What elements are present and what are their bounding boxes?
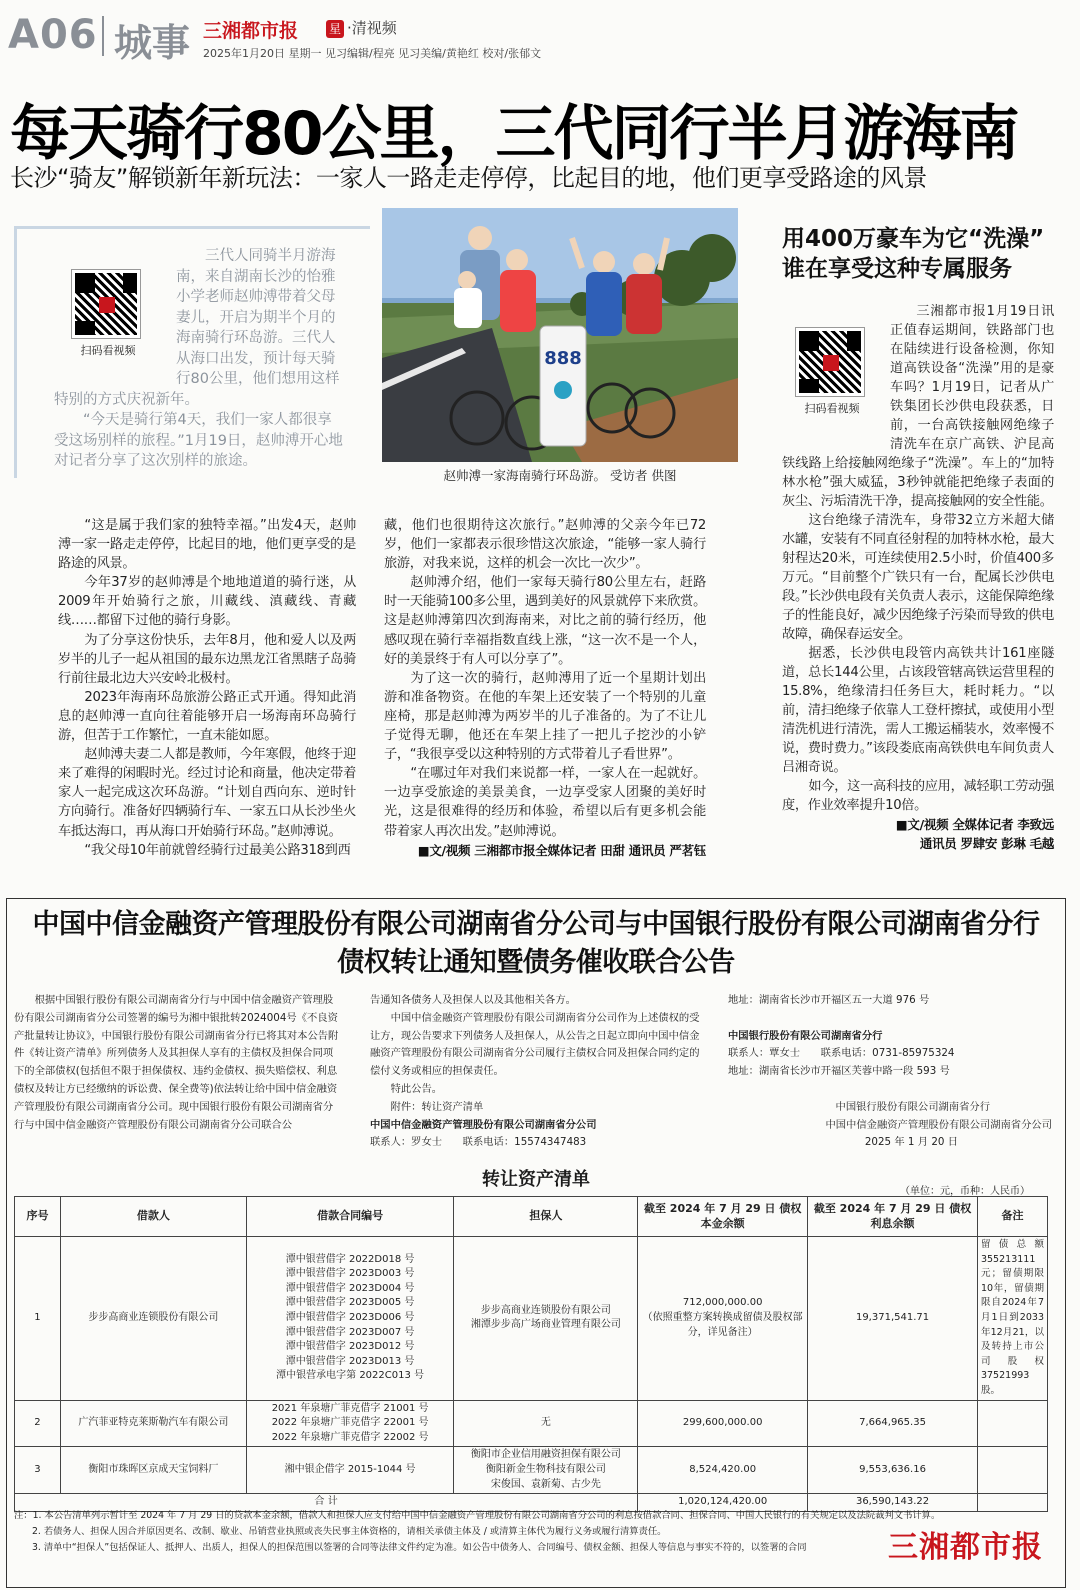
- table-title: 转让资产清单: [482, 1169, 590, 1190]
- qr-code-video-2[interactable]: [796, 328, 868, 416]
- cell-guarantor: 步步高商业连锁股份有限公司 湘潭步步高广场商业管理有限公司: [454, 1237, 638, 1401]
- side-para: 据悉，长沙供电段管内高铁共计161座隧道，总长144公里，占该段管辖高铁运营里程的15.8%，绝缘清扫任务巨大，耗时耗力。“以前，清扫绝缘子依靠人工登杆擦拭，或使用小型清洗机进行清洗，需人工搬运桶装水，效率慢不说，费时费力。”该段娄底南高铁供电车间负责人吕湘奇说。: [782, 646, 1054, 775]
- note-line: 2. 若债务人、担保人因合并原因更名、改制、歇业、吊销营业执照或丧失民事主体资格的，请相关承债主体及 / 或清算主体代为履行义务或履行清算责任。: [32, 1526, 667, 1537]
- col-header: 截至 2024 年 7 月 29 日 债权本金余额: [638, 1197, 808, 1237]
- article-byline: ■文/视频 三湘都市报全媒体记者 田甜 通讯员 严茗钰: [417, 842, 706, 858]
- side-byline-2: 通讯员 罗肆安 彭琳 毛越: [919, 836, 1054, 851]
- cell-borrower: 步步高商业连锁股份有限公司: [60, 1237, 246, 1401]
- cell-contracts: 2021 年泉塘广菲克借字 21001 号 2022 年泉塘广菲克借字 22001 号 2022 年泉塘广菲克借字 22002 号: [246, 1400, 454, 1447]
- article-para: 赵帅溥介绍，他们一家每天骑行80公里左右，赶路时一天能骑100多公里，遇到美好的风景就停下来欣赏。这是赵帅溥第四次到海南来，对比之前的骑行经历，他感叹现在骑行幸福指数直线上涨，“这一次不是一个人，好的美景终于有人可以分享了”。: [384, 575, 706, 667]
- article-para: “我父母10年前就曾经骑行过最美公路318到西: [84, 842, 351, 858]
- col-header: 序号: [15, 1197, 61, 1237]
- cell-interest: 9,553,636.16: [808, 1447, 978, 1494]
- notice-address: 地址：湖南省长沙市开福区芙蓉中路一段 593 号: [728, 1065, 950, 1078]
- note-line: 注：1. 本公告清单列示暂计至 2024 年 7 月 29 日的贷款本金余额，借款人和担保人应支付给中国中信金融资产管理股份有限公司湖南省分公司的利息按借款合同、担保合同、中国人民银行的有关规定以及法院裁判文书计算。: [14, 1510, 941, 1521]
- masthead-divider: [102, 16, 104, 56]
- notice-column-3: [728, 992, 1058, 1152]
- notice-contact: 联系人：罗女士 联系电话：15574347483: [370, 1136, 587, 1149]
- article-para: 为了这一次的骑行，赵帅溥用了近一个星期计划出游和准备物资。在他的车架上还安装了一个特别的儿童座椅，那是赵帅溥为两岁半的儿子准备的。为了不让儿子觉得无聊，他还在车架上挂了一把儿子挖沙的小铲子，“我很享受以这种特别的方式带着儿子看世界”。: [384, 670, 706, 763]
- article-para: “这是属于我们家的独特幸福。”出发4天，赵帅溥一家一路走走停停，比起目的地，他们更享受的是路途的风景。: [58, 518, 356, 572]
- article-para: “在哪过年对我们来说都一样，一家人在一起就好。一边享受旅途的美景美食，一边享受家人团聚的美好时光，这是很难得的经历和体验，希望以后有更多机会能带着家人再次出发。”赵帅溥说。: [384, 766, 706, 839]
- table-unit: （单位：元，币种：人民币）: [900, 1186, 1030, 1197]
- intro-para: 三代人同骑半月游海南，来自湖南长沙的怡雅小学老师赵帅溥带着父母妻儿，开启为期半个月的海南骑行环岛游。三代人从海口出发，预计每天骑行80公里，他们想用这样特别的方式庆祝新年。: [54, 248, 340, 408]
- notice-column-1: [14, 992, 339, 1134]
- cell-no: 3: [15, 1447, 61, 1494]
- qr-code-video-1[interactable]: [72, 270, 144, 358]
- qr-caption: 扫码看视频: [80, 344, 136, 357]
- total-interest: 36,590,143.22: [808, 1494, 978, 1512]
- notice-signature: 中国中信金融资产管理股份有限公司湖南省分公司: [825, 1118, 1052, 1131]
- brand-logo: 三湘都市报: [203, 20, 299, 42]
- notice-title-line-2: 债权转让通知暨债务催收联合公告: [337, 947, 735, 978]
- cell-note: [977, 1400, 1047, 1447]
- col-header: 截至 2024 年 7 月 29 日 债权利息余额: [808, 1197, 978, 1237]
- footer-brand-logo: 三湘都市报: [884, 1522, 1047, 1566]
- side-lead: 三湘都市报1月19日讯 正值春运期间，铁路部门也在陆续进行设备检测，你知道高铁设备“洗澡”用的是豪车吗？1月19日，记者从广铁集团长沙供电段获悉，日前，一台高铁接触网绝缘子清洗车在京广高铁、沪昆高铁线路上给接触网绝缘子“洗澡”。车上的“加特林水枪”强大威猛，3秒钟就能把绝缘子表面的灰尘、污垢清洗干净，提高接触网的安全性能。: [782, 304, 1054, 509]
- article-para: 赵帅溥夫妻二人都是教师，今年寒假，他终于迎来了难得的闲暇时光。经过讨论和商量，他决定带着家人一起完成这次环岛游。“计划自西向东、逆时针方向骑行。准备好四辆骑行车、一家五口从长沙坐火车抵达海口，再从海口开始骑行环岛。”赵帅溥说。: [58, 747, 356, 839]
- milestone-number: 888: [544, 348, 582, 369]
- total-principal: 1,020,124,420.00: [638, 1494, 808, 1512]
- article-para: 藏，他们也很期待这次旅行。”赵帅溥的父亲今年已72岁，他们一家都表示很珍惜这次旅途，“能够一家人骑行旅游，对我来说，这样的机会一次比一次少”。: [384, 518, 706, 572]
- notice-para: 中国中信金融资产管理股份有限公司湖南省分公司作为上述债权的受让方，现公告要求下列债务人及担保人，从公告之日起立即向中国中信金融资产管理股份有限公司湖南省分公司履行主债权合同及担保合同约定的偿付义务或相应的担保责任。: [370, 1011, 700, 1078]
- article-para: 为了分享这份快乐，去年8月，他和爱人以及两岁半的儿子一起从祖国的最东边黑龙江省黑瞎子岛骑行前往最北边大兴安岭北极村。: [58, 632, 356, 686]
- cell-guarantor: 衡阳市企业信用融资担保有限公司 衡阳新金生物科技有限公司 宋俊国、袁新菊、古少先: [454, 1447, 638, 1494]
- total-label: 合 计: [15, 1494, 638, 1512]
- notice-contact: 联系人：覃女士 联系电话：0731-85975324: [728, 1047, 955, 1060]
- col-header: 担保人: [454, 1197, 638, 1237]
- table-row: [15, 1447, 1048, 1494]
- cell-note: [977, 1447, 1047, 1494]
- qr-caption: 扫码看视频: [804, 402, 860, 415]
- cell-principal: 8,524,420.00: [638, 1447, 808, 1494]
- cell-no: 1: [15, 1237, 61, 1401]
- notice-title: [6, 906, 1066, 982]
- cell-interest: 7,664,965.35: [808, 1400, 978, 1447]
- note-line: 3. 清单中“担保人”包括保证人、抵押人、出质人，担保人的担保范围以签署的合同等法律文件约定为准。如公告中债务人、合同编号、债权金额、担保人等信息与事实不符的，以签署的合同: [32, 1542, 807, 1553]
- dateline: 2025年1月20日 星期一 见习编辑/程亮 见习美编/黄艳红 校对/张郁文: [203, 47, 542, 60]
- qr-code-icon[interactable]: [72, 270, 140, 338]
- side-para: 这台绝缘子清洗车，身带32立方米超大储水罐，安装有不同直径射程的加特林水枪，最大射程达20米，可连续使用2.5小时，价值400多万元。“目前整个广铁只有一台，配属长沙供电段。”长沙供电段有关负责人表示，这能保障绝缘子的性能良好，减少因绝缘子污染而导致的供电故障，确保春运安全。: [782, 513, 1054, 642]
- page-number: A06: [8, 12, 98, 58]
- article-column-2: [384, 516, 706, 860]
- notice-para: 告通知各债务人及担保人以及其他相关各方。: [370, 994, 576, 1006]
- article-column-1: [58, 516, 356, 860]
- cycling-family-photo: [382, 208, 738, 462]
- col-header: 借款人: [60, 1197, 246, 1237]
- cell-no: 2: [15, 1400, 61, 1447]
- notice-para: 特此公告。: [390, 1082, 443, 1095]
- cell-guarantor: 无: [454, 1400, 638, 1447]
- cell-note: 留债总额355213111元；留债期限10年，留债期限自2024年7月1日到2033年12月21，以及转持上市公司股权37521993股。: [977, 1237, 1047, 1401]
- cell-borrower: 广汽菲亚特克莱斯勒汽车有限公司: [60, 1400, 246, 1447]
- notice-column-2: [370, 992, 700, 1152]
- table-row: [15, 1237, 1048, 1401]
- sub-brand-text: ·清视频: [347, 19, 397, 37]
- subheadline: 长沙“骑友”解锁新年新玩法：一家人一路走走停停，比起目的地，他们更享受路途的风景: [10, 164, 927, 192]
- side-headline-line: 用400万豪车为它“洗澡”: [782, 226, 1045, 252]
- article-para: 2023年海南环岛旅游公路正式开通。得知此消息的赵帅溥一直向往着能够开启一场海南环岛骑行游，但苦于工作繁忙，一直未能如愿。: [58, 689, 356, 744]
- notice-para: 根据中国银行股份有限公司湖南省分行与中国中信金融资产管理股份有限公司湖南省分公司签署的编号为湘中银批转2024004号《不良资产批量转让协议》，中国银行股份有限公司湖南省分行已将其对本公告附件《转让资产清单》所列债务人及其担保人享有的主债权及担保合同项下的全部债权(包括但不限于担保债权、违约金债权、损失赔偿权、利息债权及转让方已经缴纳的诉讼费、保全费等)依法转让给中国中信金融资产管理股份有限公司湖南省分公司。现中国银行股份有限公司湖南省分行与中国中信金融资产管理股份有限公司湖南省分公司联合公: [14, 994, 339, 1131]
- cell-contracts: 潭中银营借字 2022D018 号 潭中银营借字 2023D003 号 潭中银营借字 2023D004 号 潭中银营借字 2023D005 号 潭中银营借字 2023D006 号 潭中银营借字 2023D007 号 潭中银营借字 2023D012 号 潭中银营借字 2023D013 号 潭中银营承电字第 2022C013 号: [246, 1237, 454, 1401]
- notice-org: 中国中信金融资产管理股份有限公司湖南省分公司: [370, 1118, 597, 1131]
- cell-contracts: 湘中银企借字 2015-1044 号: [246, 1447, 454, 1494]
- photo-caption: 赵帅溥一家海南骑行环岛游。 受访者 供图: [443, 468, 677, 483]
- asset-table: [14, 1196, 1048, 1512]
- side-headline-line: 谁在享受这种专属服务: [782, 256, 1012, 282]
- cell-principal: 712,000,000.00 （依照重整方案转换成留债及股权部分，详见备注）: [638, 1237, 808, 1401]
- notice-signature: 中国银行股份有限公司湖南省分行: [835, 1100, 990, 1113]
- masthead: [0, 0, 1080, 72]
- side-byline: ■文/视频 全媒体记者 李致远: [895, 817, 1054, 832]
- photo-illustration: [382, 208, 738, 462]
- qr-code-icon[interactable]: [796, 328, 864, 396]
- notice-para: 附件：转让资产清单: [390, 1100, 484, 1113]
- cell-borrower: 衡阳市珠晖区京成天宝饲料厂: [60, 1447, 246, 1494]
- cell-interest: 19,371,541.71: [808, 1237, 978, 1401]
- side-para: 如今，这一高科技的应用，减轻职工劳动强度，作业效率提升10倍。: [782, 779, 1054, 813]
- sub-brand: [326, 17, 397, 38]
- article-para: 今年37岁的赵帅溥是个地地道道的骑行迷，从2009年开始骑行之旅，川藏线、滇藏线、青藏线……都留下过他的骑行身影。: [58, 575, 356, 629]
- side-headline: [782, 224, 1072, 284]
- notice-title-line-1: 中国中信金融资产管理股份有限公司湖南省分公司与中国银行股份有限公司湖南省分行: [32, 909, 1040, 940]
- notice-org: 中国银行股份有限公司湖南省分行: [728, 1029, 883, 1042]
- col-header: 借款合同编号: [246, 1197, 454, 1237]
- notice-date: 2025 年 1 月 20 日: [864, 1136, 958, 1149]
- intro-para: “今天是骑行第4天，我们一家人都很享受这场别样的旅程。”1月19日，赵帅溥开心地对记者分享了这次别样的旅途。: [54, 412, 343, 469]
- xing-logo-icon: 星: [326, 20, 344, 38]
- notice-address: 地址：湖南省长沙市开福区五一大道 976 号: [728, 994, 930, 1006]
- section-name: 城事: [114, 21, 191, 65]
- headline: 每天骑行80公里，三代同行半月游海南: [10, 99, 1018, 169]
- cell-principal: 299,600,000.00: [638, 1400, 808, 1447]
- col-header: 备注: [977, 1197, 1047, 1237]
- table-row: [15, 1400, 1048, 1447]
- table-header-row: [15, 1197, 1048, 1237]
